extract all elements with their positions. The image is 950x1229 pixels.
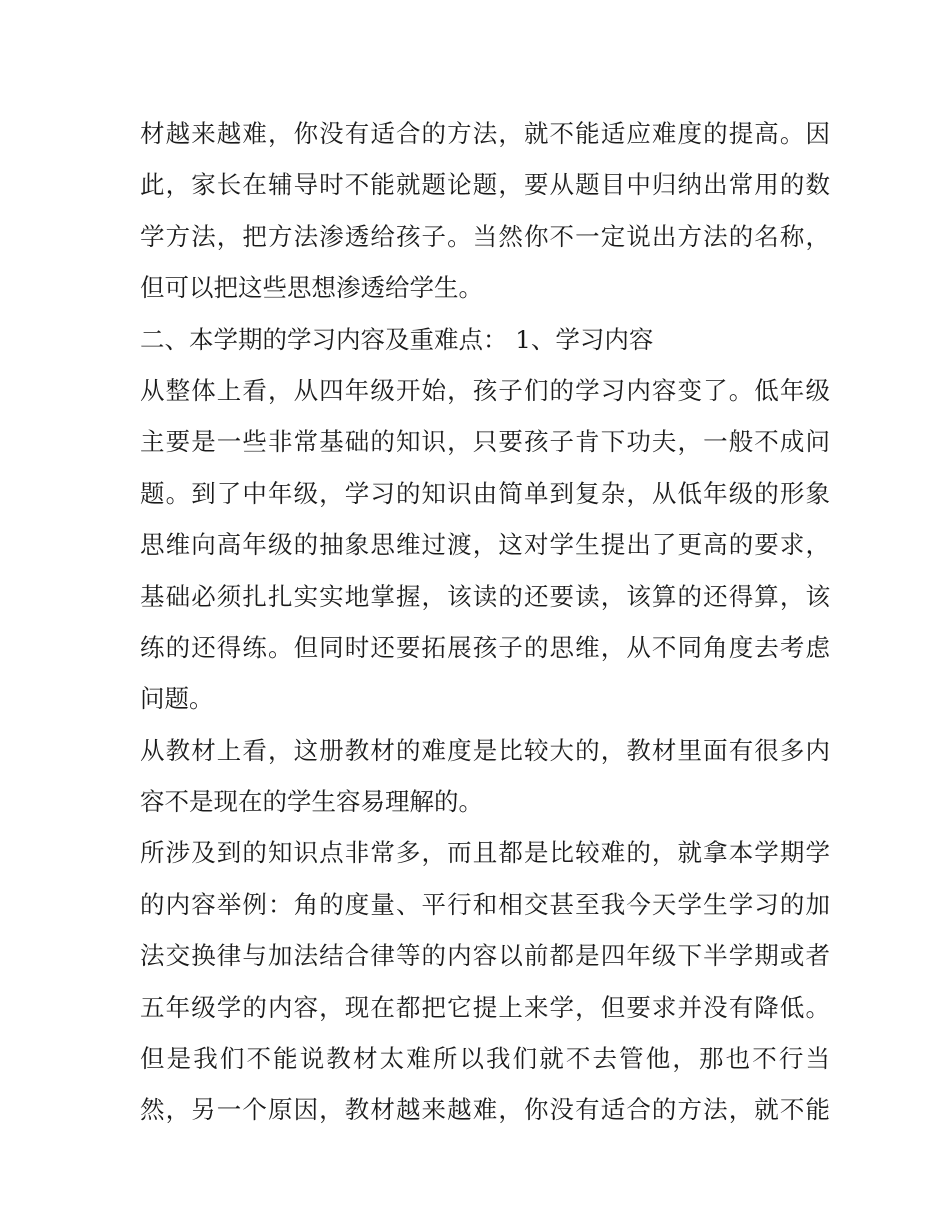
text-line: 但是我们不能说教材太难所以我们就不去管他，那也不行当 bbox=[140, 1044, 830, 1074]
text-line: 问题。 bbox=[140, 684, 214, 714]
text-line: 思维向高年级的抽象思维过渡，这对学生提出了更高的要求， bbox=[140, 530, 830, 560]
text-line: 从整体上看，从四年级开始，孩子们的学习内容变了。低年级 bbox=[140, 375, 830, 405]
text-line: 二、本学期的学习内容及重难点： 1、学习内容 bbox=[140, 324, 654, 354]
text-line: 从教材上看，这册教材的难度是比较大的，教材里面有很多内 bbox=[140, 735, 830, 765]
text-line: 材越来越难，你没有适合的方法，就不能适应难度的提高。因 bbox=[140, 119, 830, 148]
text-line: 但可以把这些思想渗透给学生。 bbox=[140, 273, 483, 303]
text-line: 此，家长在辅导时不能就题论题，要从题目中归纳出常用的数 bbox=[140, 170, 830, 200]
text-line: 主要是一些非常基础的知识，只要孩子肯下功夫，一般不成问 bbox=[140, 427, 830, 457]
text-line: 法交换律与加法结合律等的内容以前都是四年级下半学期或者 bbox=[140, 941, 830, 971]
text-line: 五年级学的内容，现在都把它提上来学，但要求并没有降低。 bbox=[140, 992, 830, 1022]
text-line: 学方法，把方法渗透给孩子。当然你不一定说出方法的名称， bbox=[140, 221, 830, 251]
text-line: 的内容举例：角的度量、平行和相交甚至我今天学生学习的加 bbox=[140, 889, 830, 919]
text-line: 所涉及到的知识点非常多，而且都是比较难的，就拿本学期学 bbox=[140, 838, 830, 868]
text-line: 题。到了中年级，学习的知识由简单到复杂，从低年级的形象 bbox=[140, 478, 830, 508]
text-line: 容不是现在的学生容易理解的。 bbox=[140, 787, 483, 817]
text-line: 练的还得练。但同时还要拓展孩子的思维，从不同角度去考虑 bbox=[140, 632, 830, 662]
document-body bbox=[140, 108, 830, 1136]
text-line: 基础必须扎扎实实地掌握，该读的还要读，该算的还得算，该 bbox=[140, 581, 830, 611]
text-line: 然，另一个原因，教材越来越难，你没有适合的方法，就不能 bbox=[140, 1095, 830, 1125]
